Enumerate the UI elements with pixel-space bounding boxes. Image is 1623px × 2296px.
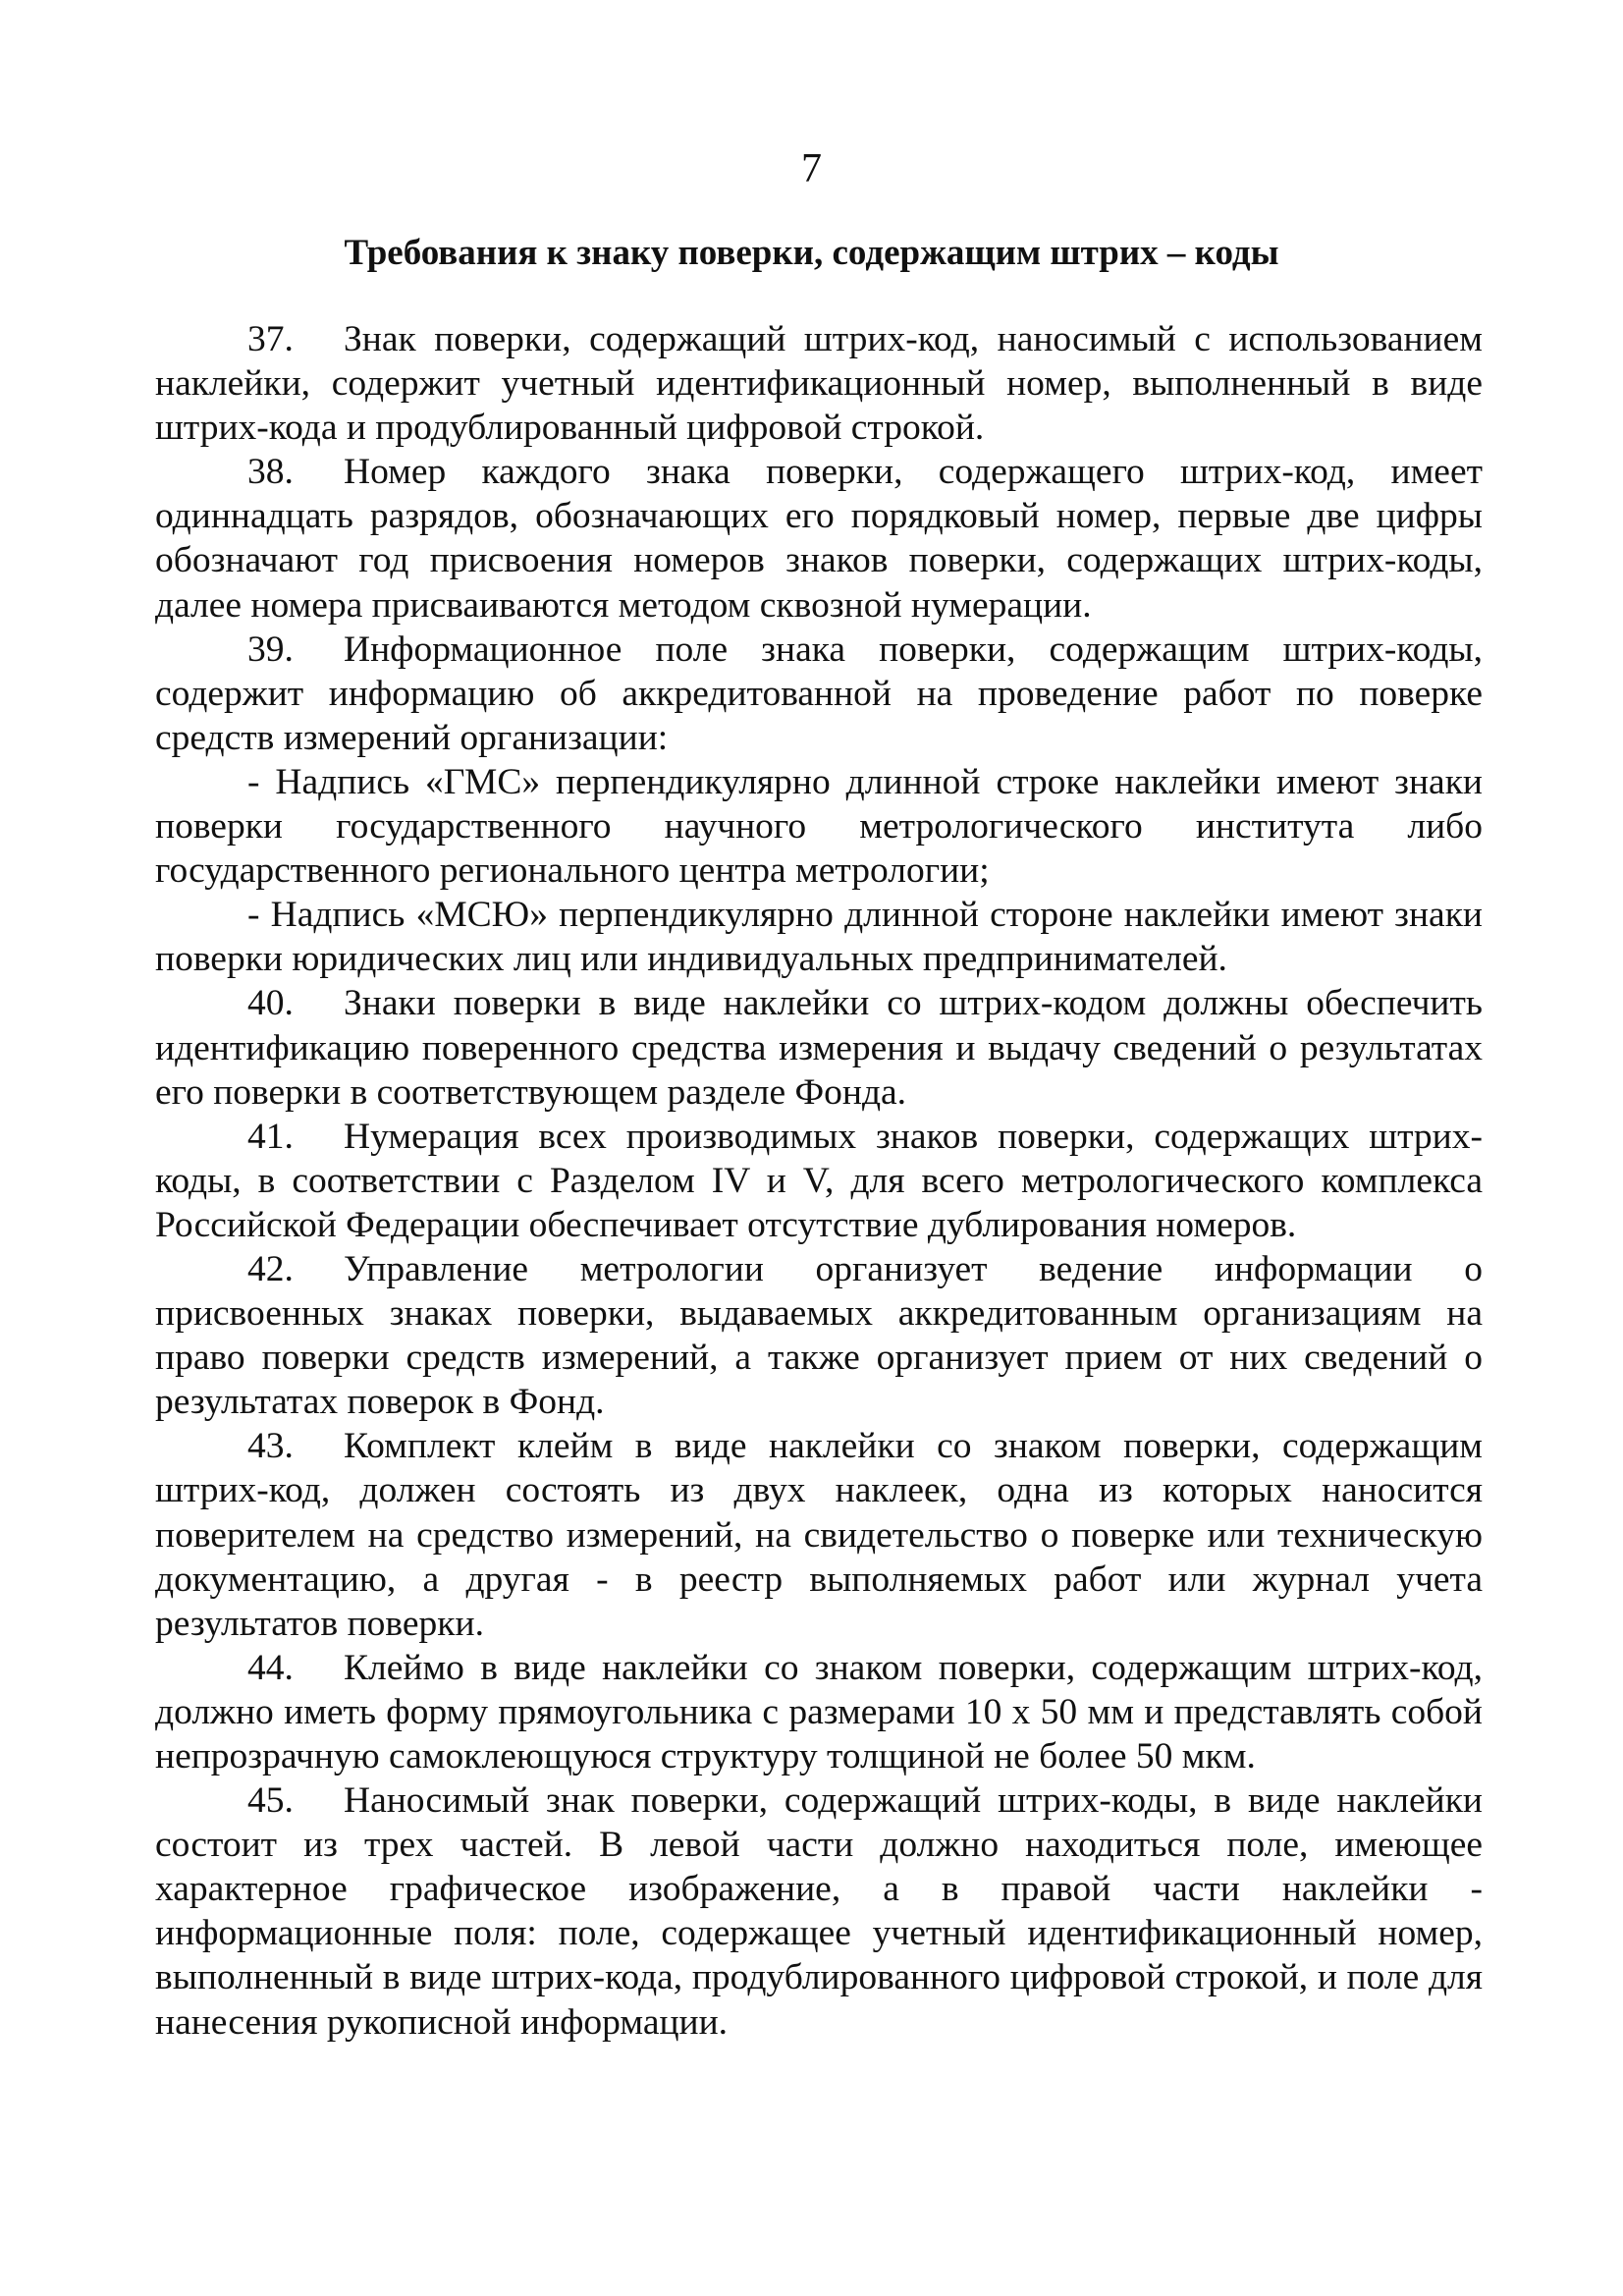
paragraph-45: [155, 1778, 1483, 2045]
paragraph-40: [155, 981, 1483, 1114]
paragraph-text: Знаки поверки в виде наклейки со штрих-кодом должны обеспечить идентификацию поверенного средства измерения и выдачу сведений о результатах его поверки в соответствующем разделе Фонда.: [155, 983, 1483, 1113]
paragraph-number: 39.: [247, 629, 294, 670]
paragraph-text: Наносимый знак поверки, содержащий штрих-коды, в виде наклейки состоит из трех частей. В левой части должно находиться поле, имеющее характерное графическое изображение, а в правой части наклейки - информационные поля: поле, содержащее учетный идентификационный номер, выполненный в виде штрих-кода, продублированного цифровой строкой, и поле для нанесения рукописной информации.: [155, 1780, 1483, 2043]
paragraph-text: Комплект клейм в виде наклейки со знаком поверки, содержащим штрих-код, должен состоять из двух наклеек, одна из которых наносится поверителем на средство измерений, на свидетельство о поверке или техническую документацию, а другая - в реестр выполняемых работ или журнал учета результатов поверки.: [155, 1426, 1483, 1644]
paragraph-number: 44.: [247, 1647, 294, 1688]
paragraph-text: Клеймо в виде наклейки со знаком поверки, содержащим штрих-код, должно иметь форму прямоугольника с размерами 10 х 50 мм и представлять собой непрозрачную самоклеющуюся структуру толщиной не более 50 мкм.: [155, 1647, 1483, 1777]
section-heading: Требования к знаку поверки, содержащим штрих – коды: [344, 233, 1279, 273]
bullet-msyu: [155, 893, 1483, 981]
paragraph-number: 42.: [247, 1248, 294, 1289]
bullet-gms: [155, 760, 1483, 893]
paragraph-37: [155, 317, 1483, 450]
paragraph-number: 43.: [247, 1426, 294, 1467]
paragraph-39: [155, 628, 1483, 760]
paragraph-number: 40.: [247, 983, 294, 1024]
paragraph-number: 41.: [247, 1116, 294, 1157]
paragraph-43: [155, 1424, 1483, 1645]
paragraph-number: 45.: [247, 1780, 294, 1822]
paragraph-text: Знак поверки, содержащий штрих-код, наносимый с использованием наклейки, содержит учетный идентификационный номер, выполненный в виде штрих-кода и продублированный цифровой строкой.: [155, 319, 1483, 449]
paragraph-text: Нумерация всех производимых знаков поверки, содержащих штрих-коды, в соответствии с Разделом IV и V, для всего метрологического комплекса Российской Федерации обеспечивает отсутствие дублирования номеров.: [155, 1116, 1483, 1245]
paragraph-text: Управление метрологии организует ведение информации о присвоенных знаках поверки, выдаваемых аккредитованным организациям на право поверки средств измерений, а также организует прием от них сведений о результатах поверок в Фонд.: [155, 1248, 1483, 1423]
paragraph-42: [155, 1247, 1483, 1424]
paragraph-44: [155, 1646, 1483, 1778]
page-number: 7: [801, 146, 822, 191]
paragraph-text: - Надпись «МСЮ» перпендикулярно длинной стороне наклейки имеют знаки поверки юридических лиц или индивидуальных предпринимателей.: [155, 895, 1483, 980]
paragraph-number: 37.: [247, 319, 294, 359]
document-body: [155, 317, 1483, 2045]
paragraph-number: 38.: [247, 452, 294, 493]
paragraph-text: Номер каждого знака поверки, содержащего штрих-код, имеет одиннадцать разрядов, обозначающих его порядковый номер, первые две цифры обозначают год присвоения номеров знаков поверки, содержащих штрих-коды, далее номера присваиваются методом сквозной нумерации.: [155, 452, 1483, 626]
paragraph-41: [155, 1115, 1483, 1247]
paragraph-38: [155, 450, 1483, 627]
paragraph-text: - Надпись «ГМС» перпендикулярно длинной строке наклейки имеют знаки поверки государственного научного метрологического института либо государственного регионального центра метрологии;: [155, 761, 1483, 892]
paragraph-text: Информационное поле знака поверки, содержащим штрих-коды, содержит информацию об аккредитованной на проведение работ по поверке средств измерений организации:: [155, 629, 1483, 758]
